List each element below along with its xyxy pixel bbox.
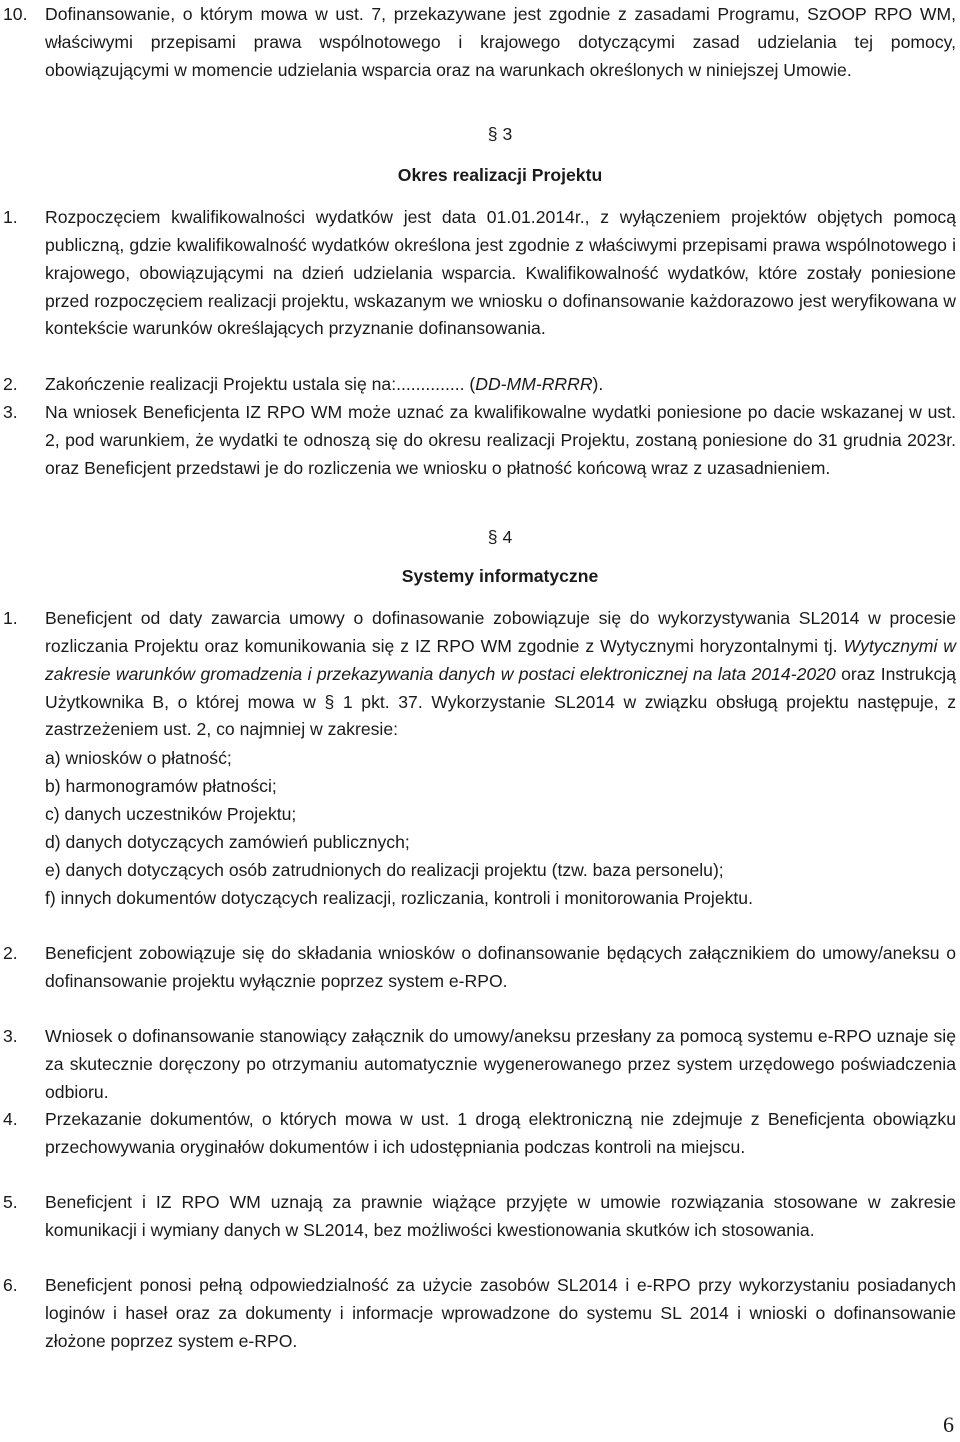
date-format-hint: DD-MM-RRRR — [475, 374, 593, 394]
section-4-mark: § 4 — [487, 527, 513, 547]
item-text: Na wniosek Beneficjenta IZ RPO WM może uznać za kwalifikowalne wydatki poniesione po dacie wskazanej w ust. 2, pod warunkiem, że wydatki te odnoszą się do okresu realizacji Projektu, zostaną poniesione do 31 grudnia 2023r. oraz Beneficjent przedstawi je do rozliczenia we wniosku o płatność końcową wraz z uzasadnieniem. — [45, 402, 956, 478]
item-number: 2. — [3, 943, 18, 963]
item-number: 3. — [3, 402, 18, 422]
sub-item-a: a) wniosków o płatność; — [45, 748, 232, 768]
sub-item-d: d) danych dotyczących zamówień publicznych; — [45, 832, 410, 852]
item-number: 10. — [3, 4, 28, 24]
section-4-title: Systemy informatyczne — [401, 566, 599, 586]
section-3-item-3 — [0, 399, 956, 483]
item-number: 1. — [3, 608, 18, 628]
sub-item-c: c) danych uczestników Projektu; — [45, 804, 297, 824]
item-number: 1. — [3, 207, 18, 227]
item-text: Beneficjent zobowiązuje się do składania wniosków o dofinansowanie będących załącznikiem do umowy/aneksu o dofinansowanie projektu wyłącznie poprzez system e-RPO. — [45, 943, 956, 991]
item-text-part: oraz Instrukcją Użytkownika B, o której mowa w § 1 pkt. 37. Wykorzystanie SL2014 w związku obsługą projektu następuje, z zastrzeżeniem ust. 2, co najmniej w zakresie: — [45, 663, 956, 740]
item-number: 4. — [3, 1109, 18, 1129]
item-number: 5. — [3, 1192, 18, 1212]
item-text: Dofinansowanie, o którym mowa w ust. 7, przekazywane jest zgodnie z zasadami Programu, SzOOP RPO WM, właściwymi przepisami prawa wspólnotowego i krajowego dotyczącymi zasad udzielania tej pomocy, obowiązującymi w momencie udzielania wsparcia oraz na warunkach określonych w niniejszej Umowie. — [45, 4, 956, 80]
item-number: 3. — [3, 1026, 18, 1046]
section-4-item-3 — [0, 1023, 956, 1107]
item-number: 2. — [3, 374, 18, 394]
item-text: Rozpoczęciem kwalifikowalności wydatków jest data 01.01.2014r., z wyłączeniem projektów objętych pomocą publiczną, gdzie kwalifikowalność wydatków określona jest zgodnie z właściwymi przepisami prawa wspólnotowego i krajowego, obowiązującymi na dzień udzielania wsparcia. Kwalifikowalność wydatków, które zostały poniesione przed rozpoczęciem realizacji projektu, wskazanym we wniosku o dofinansowanie każdorazowo jest weryfikowana w kontekście warunków określających przyznanie dofinansowania. — [45, 207, 956, 339]
item-text-part: ). — [592, 374, 604, 394]
item-text — [45, 605, 956, 744]
section-4-item-5 — [0, 1189, 956, 1245]
item-text: Beneficjent ponosi pełną odpowiedzialność za użycie zasobów SL2014 i e-RPO przy wykorzystaniu posiadanych loginów i haseł oraz za dokumenty i informacje wprowadzone do systemu SL 2014 i wnioski o dofinansowanie złożone poprzez system e-RPO. — [45, 1275, 956, 1351]
page-number: 6 — [943, 1412, 954, 1437]
item-text-part: Beneficjent od daty zawarcia umowy o dofinasowanie zobowiązuje się do wykorzystywania SL2014 w procesie rozliczania Projektu oraz komunikowania się z IZ RPO WM zgodnie z Wytycznymi horyzontalnymi tj. — [45, 608, 956, 656]
item-text-part: Zakończenie realizacji Projektu ustala się na:.............. ( — [45, 374, 476, 394]
item-text: Przekazanie dokumentów, o których mowa w ust. 1 drogą elektroniczną nie zdejmuje z Beneficjenta obowiązku przechowywania oryginałów dokumentów i ich udostępniania podczas kontroli na miejscu. — [45, 1109, 956, 1157]
sub-item-f: f) innych dokumentów dotyczących realizacji, rozliczania, kontroli i monitorowania Projektu. — [45, 888, 753, 908]
guidelines-title: Wytycznymi w zakresie warunków gromadzenia i przekazywania danych w postaci elektronicznej na lata 2014-2020 — [45, 635, 957, 684]
paragraph-item-10 — [0, 1, 956, 85]
section-3-item-1 — [0, 204, 956, 343]
sub-item-e: e) danych dotyczących osób zatrudnionych do realizacji projektu (tzw. baza personelu); — [45, 860, 724, 880]
section-3-item-2 — [0, 371, 956, 399]
item-number: 6. — [3, 1275, 18, 1295]
section-3-title: Okres realizacji Projektu — [397, 165, 603, 185]
section-3-mark: § 3 — [487, 124, 513, 144]
item-text: Beneficjent i IZ RPO WM uznają za prawnie wiążące przyjęte w umowie rozwiązania stosowane w zakresie komunikacji i wymiany danych w SL2014, bez możliwości kwestionowania skutków ich stosowania. — [45, 1192, 956, 1240]
item-text — [45, 371, 956, 399]
section-4-item-4 — [0, 1106, 956, 1162]
section-4-item-1 — [0, 605, 956, 744]
sub-item-b: b) harmonogramów płatności; — [45, 776, 277, 796]
section-4-item-2 — [0, 940, 956, 996]
item-text: Wniosek o dofinansowanie stanowiący załącznik do umowy/aneksu przesłany za pomocą systemu e-RPO uznaje się za skutecznie doręczony po otrzymaniu automatycznie wygenerowanego przez system urzędowego poświadczenia odbioru. — [45, 1026, 956, 1102]
section-4-item-6 — [0, 1272, 956, 1356]
